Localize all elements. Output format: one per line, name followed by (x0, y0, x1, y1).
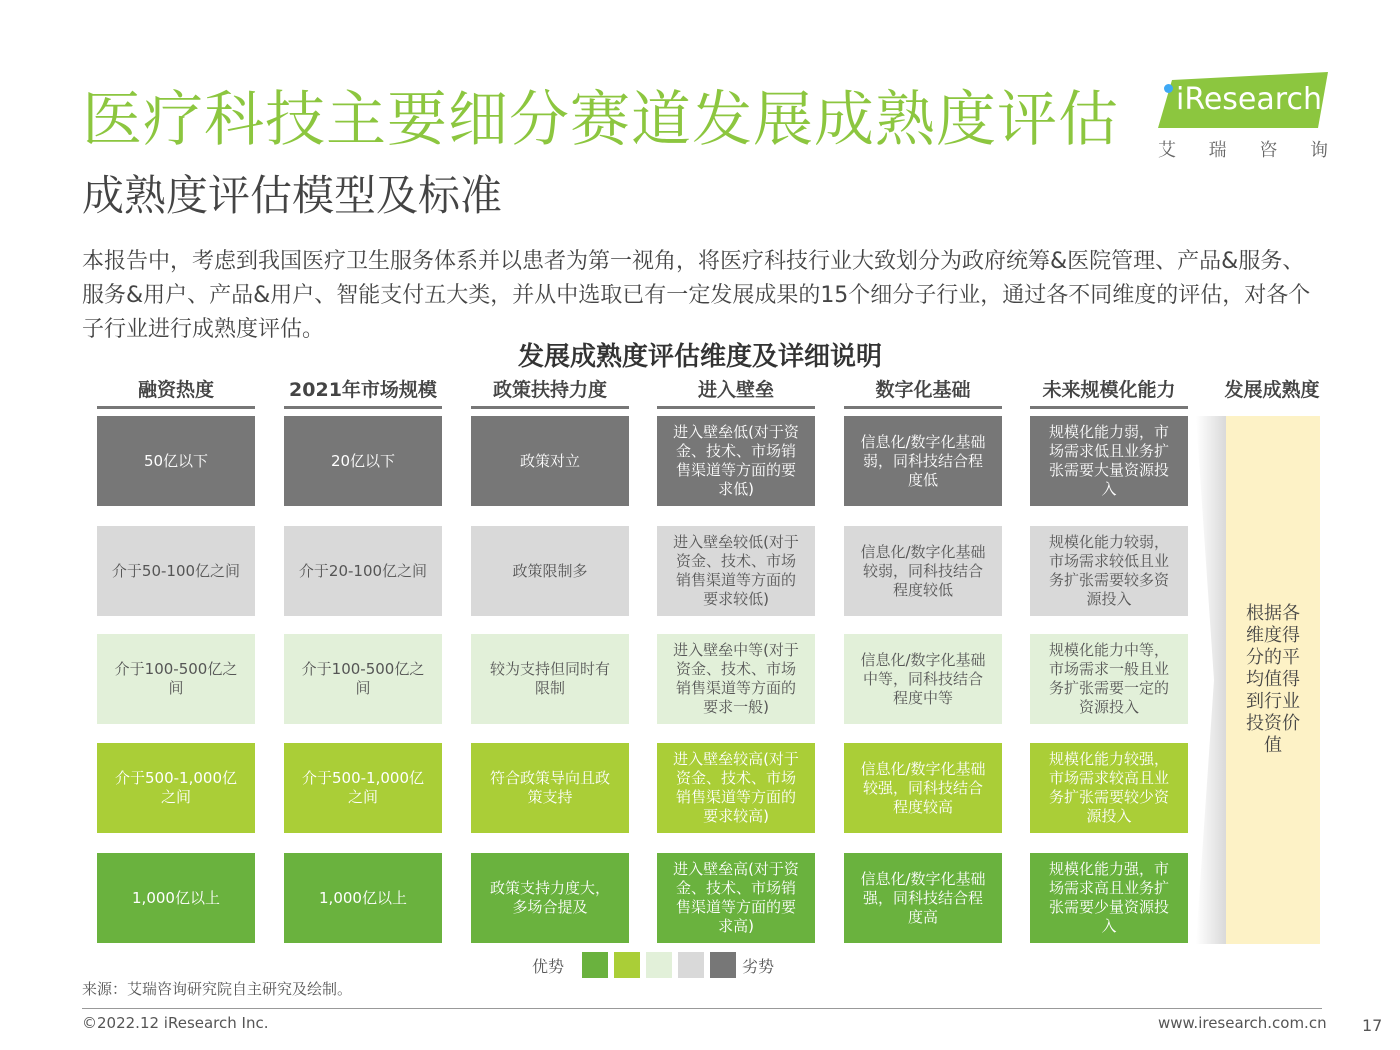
legend-advantage-label: 优势 (532, 957, 565, 976)
legend-swatch (614, 952, 640, 978)
table-cell: 信息化/数字化基础强，同科技结合程度高 (844, 853, 1002, 943)
table-cell: 信息化/数字化基础中等，同科技结合程度中等 (844, 634, 1002, 724)
legend-swatch (710, 952, 736, 978)
table-cell: 较为支持但同时有限制 (471, 634, 629, 724)
column-header: 数字化基础 (844, 374, 1002, 409)
website-link[interactable]: www.iresearch.com.cn (1158, 1014, 1327, 1032)
table-cell: 规模化能力弱，市场需求低且业务扩张需要大量资源投入 (1030, 416, 1188, 506)
table-cell: 信息化/数字化基础较强，同科技结合程度较高 (844, 743, 1002, 833)
table-cell: 进入壁垒中等(对于资金、技术、市场销售渠道等方面的要求一般) (657, 634, 815, 724)
page-number: 17 (1362, 1016, 1383, 1035)
page-subtitle: 成熟度评估模型及标准 (82, 171, 503, 220)
copyright-text: ©2022.12 iResearch Inc. (82, 1014, 269, 1032)
column-header: 融资热度 (97, 374, 255, 409)
table-cell: 规模化能力中等，市场需求一般且业务扩张需要一定的资源投入 (1030, 634, 1188, 724)
table-cell: 进入壁垒高(对于资金、技术、市场销售渠道等方面的要求高) (657, 853, 815, 943)
column-header: 未来规模化能力 (1030, 374, 1188, 409)
logo-cn-char: 咨 (1259, 140, 1278, 161)
maturity-heading: 发展成熟度 (1224, 379, 1320, 401)
column-header: 政策扶持力度 (471, 374, 629, 409)
intro-paragraph: 本报告中，考虑到我国医疗卫生服务体系并以患者为第一视角，将医疗科技行业大致划分为政府统筹&医院管理、产品&服务、服务&用户、产品&用户、智能支付五大类，并从中选取已有一定发展成果的15个细分子行业，通过各不同维度的评估，对各个子行业进行成熟度评估。 (82, 249, 1311, 342)
logo-brand-text: iResearch (1176, 82, 1322, 117)
table-cell: 介于50-100亿之间 (97, 526, 255, 616)
table-cell: 符合政策导向且政策支持 (471, 743, 629, 833)
column-header: 2021年市场规模 (284, 374, 442, 409)
table-cell: 规模化能力较弱，市场需求较低且业务扩张需要较多资源投入 (1030, 526, 1188, 616)
table-cell: 介于500-1,000亿之间 (284, 743, 442, 833)
table-cell: 规模化能力强，市场需求高且业务扩张需要少量资源投入 (1030, 853, 1188, 943)
table-cell: 进入壁垒较高(对于资金、技术、市场销售渠道等方面的要求较高) (657, 743, 815, 833)
table-cell: 政策限制多 (471, 526, 629, 616)
page-title: 医疗科技主要细分赛道发展成熟度评估 (82, 85, 1119, 155)
table-cell: 介于100-500亿之间 (97, 634, 255, 724)
table-cell: 介于500-1,000亿之间 (97, 743, 255, 833)
table-cell: 50亿以下 (97, 416, 255, 506)
logo-cn-char: 艾 (1158, 140, 1176, 161)
table-cell: 20亿以下 (284, 416, 442, 506)
logo-dot-icon (1164, 84, 1173, 93)
table-cell: 进入壁垒较低(对于资金、技术、市场销售渠道等方面的要求较低) (657, 526, 815, 616)
legend-swatch (582, 952, 608, 978)
logo-cn-text (1158, 136, 1328, 162)
table-cell: 介于20-100亿之间 (284, 526, 442, 616)
logo-cn-char: 瑞 (1208, 140, 1227, 161)
iresearch-logo (1158, 72, 1328, 162)
table-title: 发展成熟度评估维度及详细说明 (517, 342, 882, 372)
maturity-box (1226, 416, 1320, 944)
table-cell: 政策支持力度大，多场合提及 (471, 853, 629, 943)
table-cell: 信息化/数字化基础较弱，同科技结合程度较低 (844, 526, 1002, 616)
footer-divider (82, 1008, 1322, 1009)
gradient-arrow-shape (1196, 416, 1226, 944)
source-note: 来源：艾瑞咨询研究院自主研究及绘制。 (82, 980, 353, 998)
column-header: 进入壁垒 (657, 374, 815, 409)
table-cell: 信息化/数字化基础弱，同科技结合程度低 (844, 416, 1002, 506)
table-cell: 介于100-500亿之间 (284, 634, 442, 724)
legend-disadvantage-label: 劣势 (742, 957, 775, 976)
table-cell: 1,000亿以上 (284, 853, 442, 943)
table-cell: 规模化能力较强，市场需求较高且业务扩张需要较少资源投入 (1030, 743, 1188, 833)
logo-cn-char: 询 (1309, 140, 1328, 161)
table-cell: 政策对立 (471, 416, 629, 506)
legend-swatch (646, 952, 672, 978)
table-cell: 1,000亿以上 (97, 853, 255, 943)
table-cell: 进入壁垒低(对于资金、技术、市场销售渠道等方面的要求低) (657, 416, 815, 506)
legend-swatch (678, 952, 704, 978)
maturity-description: 根据各维度得分的平均值得到行业投资价值 (1246, 603, 1300, 756)
